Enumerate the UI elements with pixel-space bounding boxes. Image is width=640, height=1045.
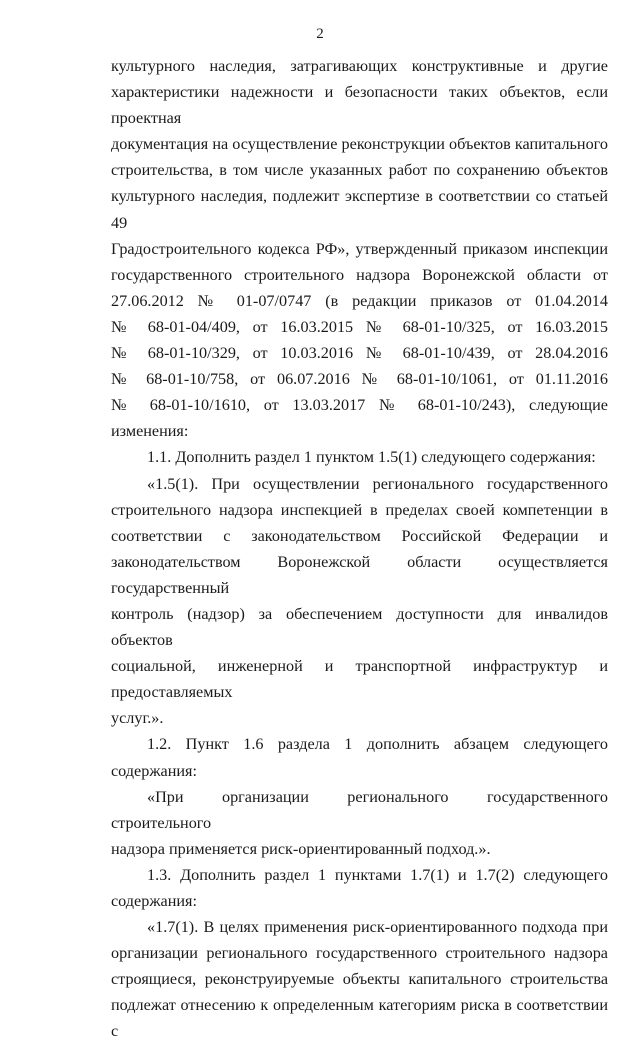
text-line: строительного надзора инспекцией в пределах своей компетенции в: [111, 500, 608, 519]
document-body: [111, 53, 608, 1045]
text-line: социальной, инженерной и транспортной инфраструктур и предоставляемых: [111, 657, 608, 702]
text-line: Градостроительного кодекса РФ», утвержденный приказом инспекции: [111, 239, 608, 258]
text-line: № 68-01-04/409, от 16.03.2015 № 68-01-10/325, от 16.03.2015: [111, 317, 608, 336]
text-line: 27.06.2012 № 01-07/0747 (в редакции приказов от 01.04.2014: [111, 291, 608, 310]
text-line: № 68-01-10/758, от 06.07.2016 № 68-01-10/1061, от 01.11.2016: [111, 370, 608, 389]
text-line: «1.5(1). При осуществлении регионального государственного: [147, 474, 608, 493]
text-line: 1.1. Дополнить раздел 1 пунктом 1.5(1) следующего содержания:: [147, 448, 596, 467]
text-line: контроль (надзор) за обеспечением доступности для инвалидов объектов: [111, 604, 608, 650]
text-line: характеристики надежности и безопасности таких объектов, если проектная: [111, 83, 608, 128]
text-line: 1.2. Пункт 1.6 раздела 1 дополнить абзацем следующего содержания:: [111, 735, 608, 780]
text-line: организации регионального государственного строительного надзора: [111, 944, 608, 963]
text-line: «1.7(1). В целях применения риск-ориентированного подхода при: [147, 918, 608, 937]
text-line: культурного наследия, подлежит экспертизе в соответствии со статьей 49: [111, 187, 608, 232]
page-number: 2: [316, 26, 324, 42]
text-line: надзора применяется риск-ориентированный подход.».: [111, 839, 491, 858]
text-line: № 68-01-10/329, от 10.03.2016 № 68-01-10/439, от 28.04.2016: [111, 344, 608, 363]
text-line: документация на осуществление реконструкции объектов капитального: [111, 135, 608, 154]
text-line: содержания:: [111, 892, 197, 910]
text-line: культурного наследия, затрагивающих конструктивные и другие: [111, 57, 608, 75]
text-line: государственного строительного надзора Воронежской области от: [111, 265, 608, 284]
text-line: строительства, в том числе указанных работ по сохранению объектов: [111, 161, 608, 180]
text-line: услуг.».: [111, 709, 164, 728]
text-line: строящиеся, реконструируемые объекты капитального строительства: [111, 970, 608, 989]
text-line: № 68-01-10/1610, от 13.03.2017 № 68-01-10/243), следующие изменения:: [111, 396, 608, 441]
text-line: подлежат отнесению к определенным категориям риска в соответствии с: [111, 996, 608, 1041]
text-line: законодательством Воронежской области осуществляется государственный: [111, 552, 608, 597]
text-line: 1.3. Дополнить раздел 1 пунктами 1.7(1) и 1.7(2) следующего: [147, 865, 608, 884]
text-line: соответствии с законодательством Российской Федерации и: [111, 526, 608, 545]
text-line: «При организации регионального государственного строительного: [111, 787, 608, 832]
